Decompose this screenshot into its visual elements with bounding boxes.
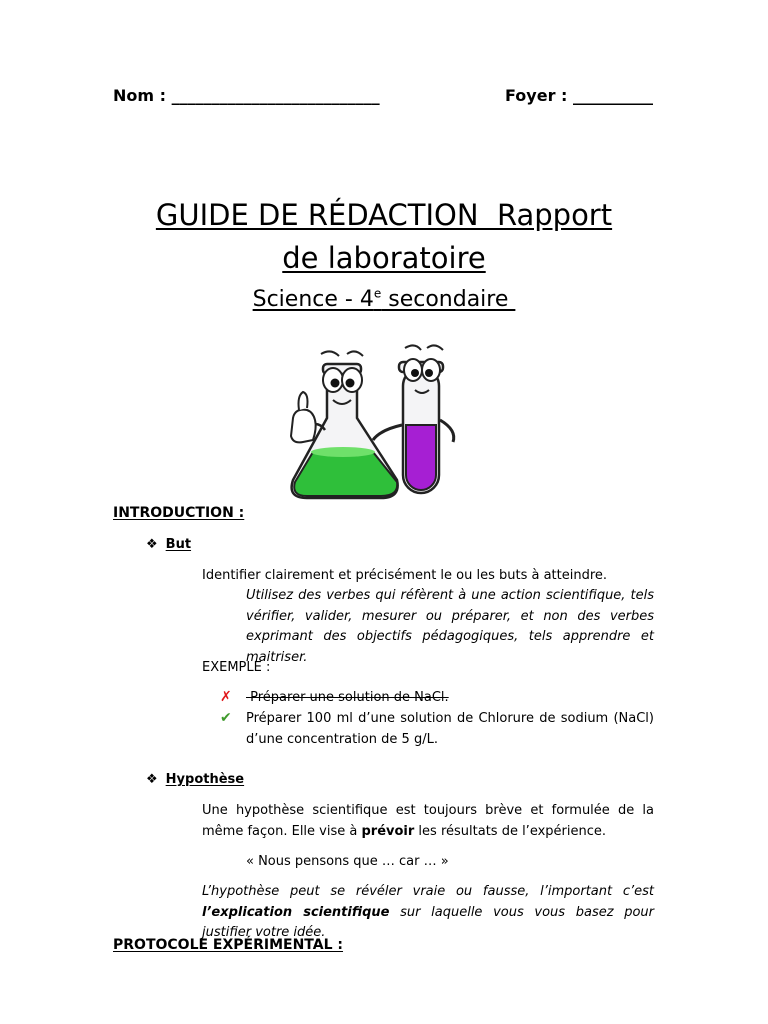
- hypothese-note: L’hypothèse peut se révéler vraie ou fausse, l’important c’est l’explication scientifique sur laquelle vous vous basez pour justifier votre idée.: [202, 884, 654, 940]
- student-info-line: [113, 86, 653, 105]
- document-subtitle: Science - 4e secondaire: [252, 287, 516, 313]
- example-label: EXEMPLE :: [202, 660, 271, 675]
- good-example: Préparer 100 ml d’une solution de Chlorure de sodium (NaCl) d’une concentration de 5 g/L.: [246, 711, 654, 747]
- document-title: [0, 194, 768, 280]
- check-icon: ✔: [220, 709, 232, 725]
- bad-example: Préparer une solution de NaCl.: [246, 690, 449, 705]
- but-italic-note: Utilisez des verbes qui réfèrent à une action scientifique, tels vérifier, valider, mesurer ou préparer, et non des verbes exprimant des objectifs pédagogiques, tels apprendre et maitriser.: [246, 588, 654, 665]
- protocole-heading: PROTOCOLE EXPÉRIMENTAL :: [113, 937, 344, 953]
- nom-field: Nom : __________________________: [113, 86, 380, 105]
- hypothese-label: Hypothèse: [165, 772, 245, 787]
- but-bullet: [146, 537, 191, 552]
- lab-glassware-cartoon-icon: [285, 340, 470, 505]
- hypothese-quote: « Nous pensons que … car … »: [246, 854, 449, 869]
- foyer-field: Foyer : __________: [505, 86, 653, 105]
- diamond-bullet-icon: ❖: [146, 537, 158, 552]
- cross-icon: ✗: [220, 688, 232, 704]
- but-text: Identifier clairement et précisément le ou les buts à atteindre.: [202, 568, 608, 583]
- hypothese-bullet: [146, 772, 244, 787]
- hypothese-text: Une hypothèse scientifique est toujours brève et formulée de la même façon. Elle vise à prévoir les résultats de l’expérience.: [202, 803, 654, 839]
- but-label: But: [165, 537, 192, 552]
- title-line-1: GUIDE DE RÉDACTION Rapport: [155, 198, 613, 232]
- title-line-2: de laboratoire: [282, 241, 486, 275]
- diamond-bullet-icon: ❖: [146, 772, 158, 787]
- introduction-heading: INTRODUCTION :: [113, 505, 245, 521]
